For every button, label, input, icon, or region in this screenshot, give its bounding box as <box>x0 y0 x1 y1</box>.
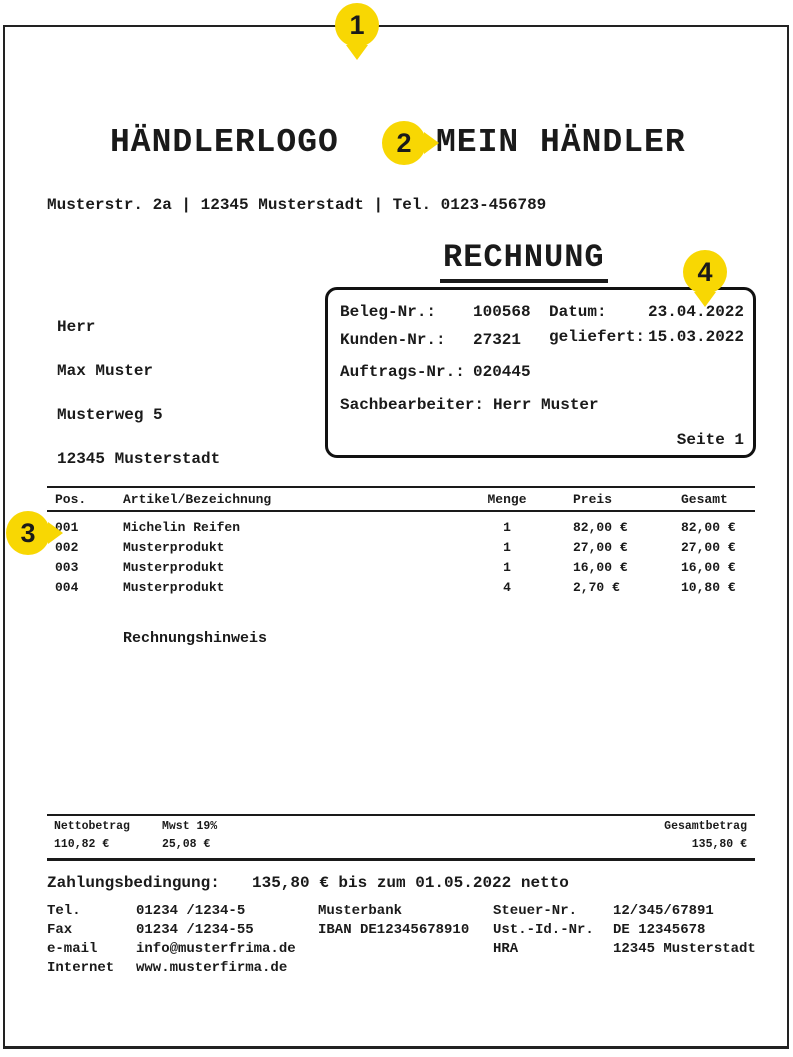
merchant-logo-text: HÄNDLERLOGO <box>110 124 339 161</box>
gesamt-value: 135,80 € <box>691 838 747 851</box>
row-pos: 003 <box>55 560 79 575</box>
footer-ust-label: Ust.-Id.-Nr. <box>493 922 594 938</box>
totals-bottom-rule <box>47 858 755 861</box>
col-header-preis: Preis <box>573 492 613 507</box>
callout-pin-2[interactable] <box>382 121 426 165</box>
datum-label: Datum: <box>549 303 607 321</box>
page-number: Seite 1 <box>676 431 744 449</box>
row-artikel: Musterprodukt <box>123 580 225 595</box>
row-gesamt: 27,00 € <box>681 540 736 555</box>
footer-email-value: info@musterfrima.de <box>136 941 296 957</box>
document-title-text: RECHNUNG <box>440 239 608 283</box>
col-header-menge: Menge <box>487 492 527 507</box>
footer-internet-label: Internet <box>47 960 115 976</box>
beleg-nr-value: 100568 <box>473 303 531 321</box>
row-artikel: Musterprodukt <box>123 540 225 555</box>
netto-label: Nettobetrag <box>54 820 130 833</box>
callout-pin-4[interactable] <box>683 250 727 294</box>
footer-ust-value: DE 12345678 <box>613 922 706 938</box>
row-gesamt: 82,00 € <box>681 520 736 535</box>
payment-terms-value: 135,80 € bis zum 01.05.2022 netto <box>252 874 569 892</box>
footer-bank-iban: IBAN DE12345678910 <box>318 922 470 938</box>
callout-pin-4-number: 4 <box>697 256 713 287</box>
footer-steuer-value: 12/345/67891 <box>613 903 714 919</box>
kunden-nr-value: 27321 <box>473 331 522 349</box>
recipient-street: Musterweg 5 <box>57 406 163 424</box>
footer-hra-label: HRA <box>493 941 519 957</box>
row-preis: 27,00 € <box>573 540 628 555</box>
recipient-salutation: Herr <box>57 318 96 336</box>
beleg-nr-label: Beleg-Nr.: <box>340 303 437 321</box>
netto-value: 110,82 € <box>54 838 110 851</box>
row-pos: 002 <box>55 540 79 555</box>
footer-fax-label: Fax <box>47 922 73 938</box>
page-border <box>3 25 789 1049</box>
row-menge: 1 <box>503 540 511 555</box>
table-header-rule <box>47 510 755 512</box>
geliefert-value: 15.03.2022 <box>647 328 744 346</box>
mwst-value: 25,08 € <box>162 838 211 851</box>
footer-fax-value: 01234 /1234-55 <box>136 922 254 938</box>
auftrags-nr-value: 020445 <box>473 363 531 381</box>
callout-pin-1-number: 1 <box>349 9 365 40</box>
row-pos: 001 <box>55 520 79 535</box>
row-artikel: Musterprodukt <box>123 560 225 575</box>
geliefert-label: geliefert: <box>549 328 646 346</box>
row-menge: 4 <box>503 580 511 595</box>
invoice-info-box <box>325 287 756 458</box>
row-preis: 16,00 € <box>573 560 628 575</box>
callout-pin-3[interactable] <box>6 511 50 555</box>
footer-internet-value: www.musterfirma.de <box>136 960 288 976</box>
callout-pin-2-number: 2 <box>396 127 412 158</box>
row-gesamt: 10,80 € <box>681 580 736 595</box>
footer-steuer-label: Steuer-Nr. <box>493 903 578 919</box>
totals-top-rule <box>47 814 755 816</box>
row-pos: 004 <box>55 580 79 595</box>
sachbearbeiter-label: Sachbearbeiter: <box>340 396 485 414</box>
row-menge: 1 <box>503 520 511 535</box>
row-preis: 82,00 € <box>573 520 628 535</box>
merchant-name-text: MEIN HÄNDLER <box>436 124 686 161</box>
col-header-gesamt: Gesamt <box>681 492 728 507</box>
document-title <box>440 240 608 277</box>
row-menge: 1 <box>503 560 511 575</box>
recipient-city: 12345 Musterstadt <box>57 450 221 468</box>
footer-tel-value: 01234 /1234-5 <box>136 903 246 919</box>
col-header-pos: Pos. <box>55 492 87 507</box>
merchant-address-line: Musterstr. 2a | 12345 Musterstadt | Tel. 0123-456789 <box>47 196 547 214</box>
gesamt-label: Gesamtbetrag <box>664 820 747 833</box>
footer-email-label: e-mail <box>47 941 98 957</box>
callout-pin-3-number: 3 <box>20 517 36 548</box>
row-gesamt: 16,00 € <box>681 560 736 575</box>
row-artikel: Michelin Reifen <box>123 520 241 535</box>
mwst-label: Mwst 19% <box>162 820 218 833</box>
col-header-artikel: Artikel/Bezeichnung <box>123 492 272 507</box>
invoice-note: Rechnungshinweis <box>123 630 268 647</box>
sachbearbeiter-value: Herr Muster <box>493 396 599 414</box>
row-preis: 2,70 € <box>573 580 620 595</box>
auftrags-nr-label: Auftrags-Nr.: <box>340 363 465 381</box>
recipient-name: Max Muster <box>57 362 154 380</box>
footer-hra-value: 12345 Musterstadt <box>613 941 756 957</box>
datum-value: 23.04.2022 <box>647 303 744 321</box>
payment-terms-label: Zahlungsbedingung: <box>47 874 220 892</box>
table-top-rule <box>47 486 755 488</box>
recipient-address-block <box>57 316 220 470</box>
kunden-nr-label: Kunden-Nr.: <box>340 331 446 349</box>
callout-pin-1[interactable] <box>335 3 379 47</box>
footer-bank-name: Musterbank <box>318 903 403 919</box>
footer-tel-label: Tel. <box>47 903 81 919</box>
